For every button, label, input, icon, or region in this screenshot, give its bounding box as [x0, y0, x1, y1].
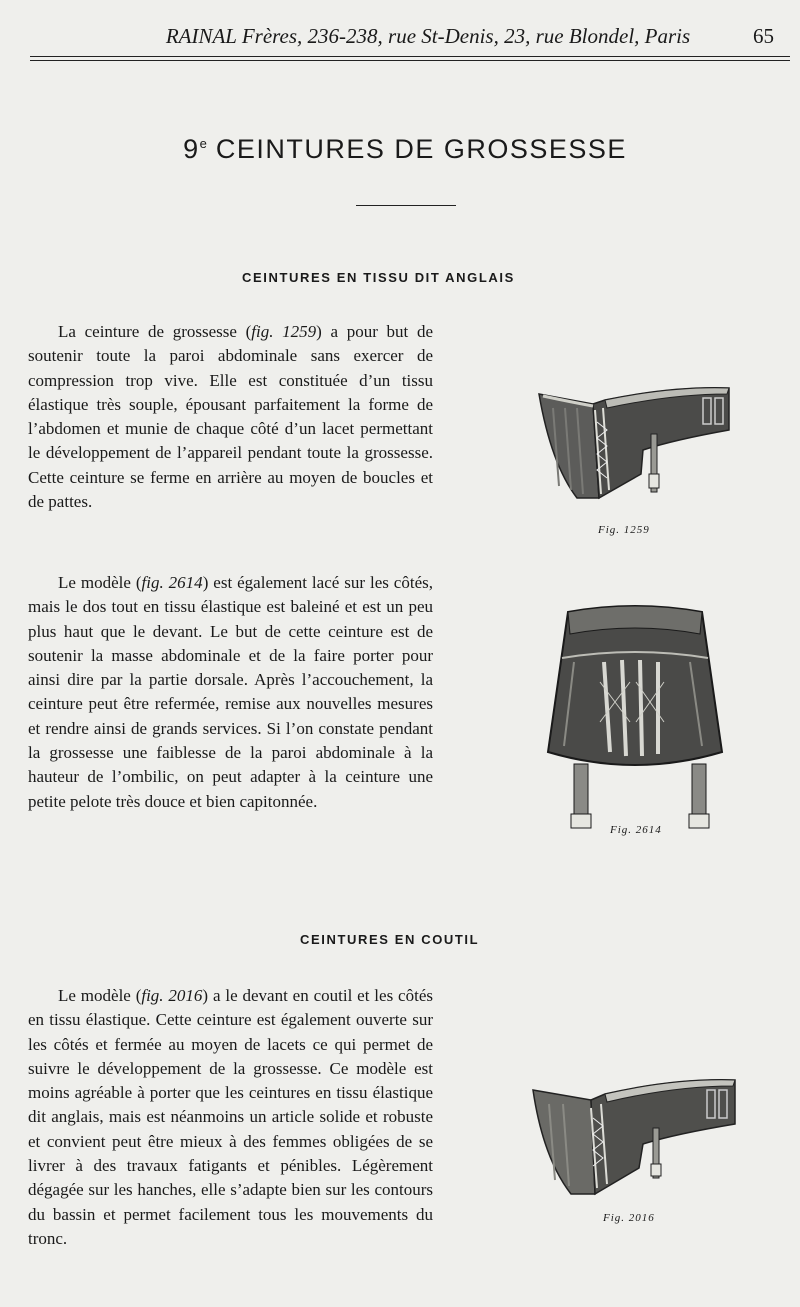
- p3-figure-ref: fig. 2016: [141, 986, 203, 1005]
- p3-text-after: ) a le devant en coutil et les côtés en tissu élastique. Cette ceinture est également ouverte sur les côtés et fermée au moyen de lacets ce qui permet de suivre le développement de la grossesse. Ce modèle est moins agréable à porter que les ceintures en tissu élastique dit anglais, mais est néanmoins un article solide et robuste et convient peut être mieux à des femmes obligées de se livrer à des travaux fatigants et pénibles. Légèrement dégagée sur les hanches, elle s’adapte bien sur les contours du bassin et permet facilement tous les mouvements du tronc.: [28, 986, 433, 1248]
- figure-1259: [533, 378, 733, 503]
- paragraph-fig-1259: [28, 320, 433, 514]
- header-double-rule: [30, 56, 790, 61]
- paragraph-fig-2016: [28, 984, 433, 1251]
- subhead-tissu-anglais: CEINTURES EN TISSU DIT ANGLAIS: [242, 270, 515, 285]
- subhead-coutil: CEINTURES EN COUTIL: [300, 932, 480, 947]
- p3-text-before: Le modèle (: [58, 986, 142, 1005]
- maternity-belt-front-illustration: [533, 378, 733, 503]
- maternity-belt-back-illustration: [540, 602, 730, 842]
- p1-figure-ref: fig. 1259: [251, 322, 317, 341]
- p2-text-before: Le modèle (: [58, 573, 142, 592]
- figure-2614-caption: Fig. 2614: [610, 824, 662, 836]
- page-number: 65: [753, 24, 774, 48]
- section-number: 9: [183, 134, 200, 164]
- section-title: [0, 134, 800, 165]
- paragraph-fig-2614: [28, 571, 433, 814]
- p1-text-before: La ceinture de grossesse (: [58, 322, 252, 341]
- section-title-text: CEINTURES DE GROSSESSE: [215, 134, 627, 164]
- title-underline: [356, 205, 456, 206]
- figure-2016: [525, 1068, 740, 1198]
- figure-2614: [540, 602, 730, 842]
- running-head: [30, 24, 790, 54]
- figure-2016-caption: Fig. 2016: [603, 1212, 655, 1224]
- section-number-suffix: e: [199, 136, 207, 151]
- p2-text-after: ) est également lacé sur les côtés, mais le dos tout en tissu élastique est baleiné et est un peu plus haut que le devant. Le but de cette ceinture est de soutenir la masse abdominale et de la faire porter pour ainsi dire par la partie dorsale. Après l’accouchement, la ceinture peut être refermée, remise aux nouvelles mesures et rendre ainsi de grands services. Si l’on constate pendant la grossesse une faiblesse de la paroi abdominale à la hauteur de l’ombilic, on peut adapter à la ceinture une petite pelote très douce et bien capitonnée.: [28, 573, 433, 811]
- running-head-text: RAINAL Frères, 236-238, rue St-Denis, 23, rue Blondel, Paris: [165, 24, 691, 48]
- p2-figure-ref: fig. 2614: [141, 573, 203, 592]
- figure-1259-caption: Fig. 1259: [598, 524, 650, 536]
- p1-text-after: ) a pour but de soutenir toute la paroi abdominale sans exercer de compression trop vive. Elle est constituée d’un tissu élastique très souple, épousant parfaitement la forme de l’abdomen et munie de chaque côté d’un lacet permettant le développement de l’appareil pendant toute la grossesse. Cette ceinture se ferme en arrière au moyen de boucles et de pattes.: [28, 322, 433, 512]
- maternity-belt-coutil-illustration: [525, 1068, 740, 1198]
